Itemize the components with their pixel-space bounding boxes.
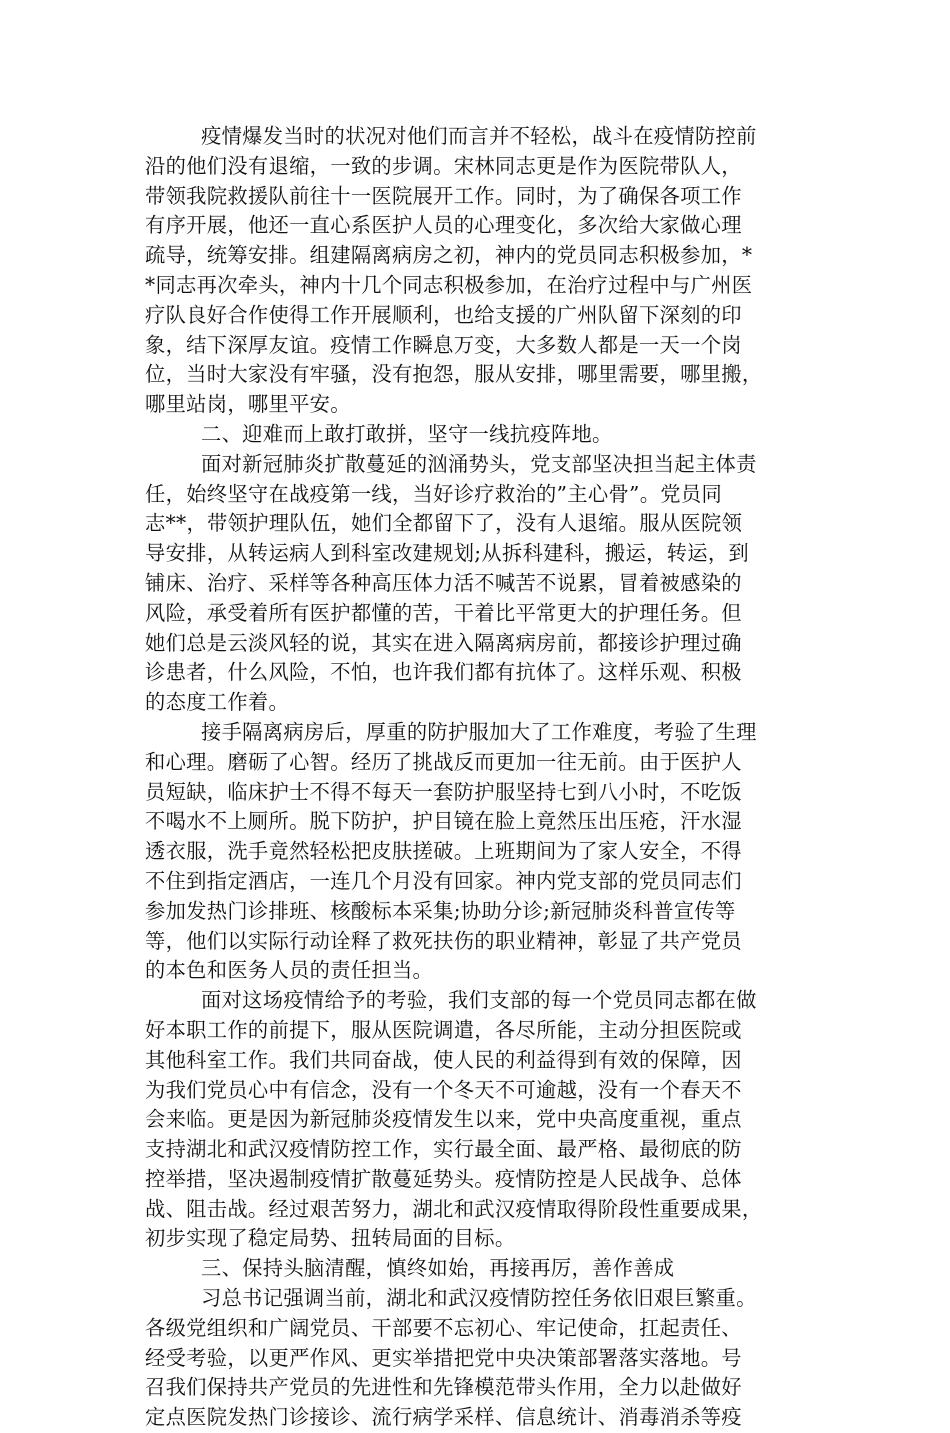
text-line: 位，当时大家没有牢骚，没有抱怨，服从安排，哪里需要，哪里搬，	[145, 362, 763, 387]
text-line: 员短缺，临床护士不得不每天一套防护服坚持七到八小时，不吃饭	[145, 779, 742, 804]
document-body	[145, 122, 810, 1433]
text-line: 面对这场疫情给予的考验，我们支部的每一个党员同志都在做	[201, 988, 757, 1013]
text-line: 经受考验，以更严作风、更实举措把党中央决策部署落实落地。号	[145, 1345, 742, 1370]
text-line: 各级党组织和广阔党员、干部要不忘初心、牢记使命，扛起责任、	[145, 1315, 742, 1340]
text-line: 支持湖北和武汉疫情防控工作，实行最全面、最严格、最彻底的防	[145, 1137, 742, 1162]
text-line: 有序开展，他还一直心系医护人员的心理变化，多次给大家做心理	[145, 213, 742, 238]
text-line: 沿的他们没有退缩，一致的步调。宋林同志更是作为医院带队人，	[145, 153, 742, 178]
text-line: 带领我院救援队前往十一医院展开工作。同时，为了确保各项工作	[145, 183, 742, 208]
text-line: 透衣服，洗手竟然轻松把皮肤搓破。上班期间为了家人安全，不得	[145, 839, 742, 864]
text-line: 定点医院发热门诊接诊、流行病学采样、信息统计、消毒消杀等疫	[145, 1405, 742, 1430]
text-line: 战、阻击战。经过艰苦努力，湖北和武汉疫情取得阶段性重要成果，	[145, 1196, 763, 1221]
text-line: 铺床、治疗、采样等各种高压体力活不喊苦不说累，冒着被感染的	[145, 570, 742, 595]
text-line: 诊患者，什么风险，不怕，也许我们都有抗体了。这样乐观、积极	[145, 660, 742, 685]
text-line: 她们总是云淡风轻的说，其实在进入隔离病房前，都接诊护理过确	[145, 630, 742, 655]
text-line: 不住到指定酒店，一连几个月没有回家。神内党支部的党员同志们	[145, 868, 742, 893]
text-line: 志**，带领护理队伍，她们全都留下了，没有人退缩。服从医院领	[145, 511, 743, 536]
text-line: 疗队良好合作使得工作开展顺利，也给支援的广州队留下深刻的印	[145, 302, 742, 327]
text-line: 习总书记强调当前，湖北和武汉疫情防控任务依旧艰巨繁重。	[201, 1286, 757, 1311]
text-line: 疫情爆发当时的状况对他们而言并不轻松，战斗在疫情防控前	[201, 124, 757, 148]
text-line: 接手隔离病房后，厚重的防护服加大了工作难度，考验了生理	[201, 719, 757, 744]
text-line: 好本职工作的前提下，服从医院调遣，各尽所能，主动分担医院或	[145, 1017, 742, 1042]
text-line: 召我们保持共产党员的先进性和先锋模范带头作用，全力以赴做好	[145, 1375, 742, 1400]
text-line: 控举措，坚决遏制疫情扩散蔓延势头。疫情防控是人民战争、总体	[145, 1166, 742, 1191]
text-line: 不喝水不上厕所。脱下防护，护目镜在脸上竟然压出压疮，汗水湿	[145, 809, 742, 834]
text-line: 面对新冠肺炎扩散蔓延的汹涌势头，党支部坚决担当起主体责	[201, 451, 757, 476]
text-line: 会来临。更是因为新冠肺炎疫情发生以来，党中央高度重视，重点	[145, 1107, 742, 1132]
text-line: 任，始终坚守在战疫第一线，当好诊疗救治的”主心骨”。党员同	[145, 481, 723, 506]
text-line: 为我们党员心中有信念，没有一个冬天不可逾越，没有一个春天不	[145, 1077, 742, 1102]
text-line: 风险，承受着所有医护都懂的苦，干着比平常更大的护理任务。但	[145, 600, 742, 625]
text-line: *同志再次牵头，神内十几个同志积极参加，在治疗过程中与广州医	[145, 272, 753, 297]
text-line: 的本色和医务人员的责任担当。	[145, 958, 434, 983]
text-line: 三、保持头脑清醒，慎终如始，再接再厉，善作善成	[201, 1256, 675, 1281]
text-line: 初步实现了稳定局势、扭转局面的目标。	[145, 1226, 516, 1251]
text-line: 二、迎难而上敢打敢拼，坚守一线抗疫阵地。	[201, 421, 613, 446]
text-line: 的态度工作着。	[145, 690, 290, 715]
text-line: 参加发热门诊排班、核酸标本采集;协助分诊;新冠肺炎科普宣传等	[145, 898, 736, 923]
text-line: 象，结下深厚友谊。疫情工作瞬息万变，大多数人都是一天一个岗	[145, 332, 742, 357]
text-line: 导安排，从转运病人到科室改建规划;从拆科建科，搬运，转运，到	[145, 541, 749, 566]
text-line: 其他科室工作。我们共同奋战，使人民的利益得到有效的保障，因	[145, 1047, 742, 1072]
text-line: 疏导，统筹安排。组建隔离病房之初，神内的党员同志积极参加，*	[145, 243, 753, 268]
text-line: 哪里站岗，哪里平安。	[145, 392, 351, 417]
text-line: 等，他们以实际行动诠释了救死扶伤的职业精神，彰显了共产党员	[145, 928, 742, 953]
text-line: 和心理。磨砺了心智。经历了挑战反而更加一往无前。由于医护人	[145, 749, 742, 774]
